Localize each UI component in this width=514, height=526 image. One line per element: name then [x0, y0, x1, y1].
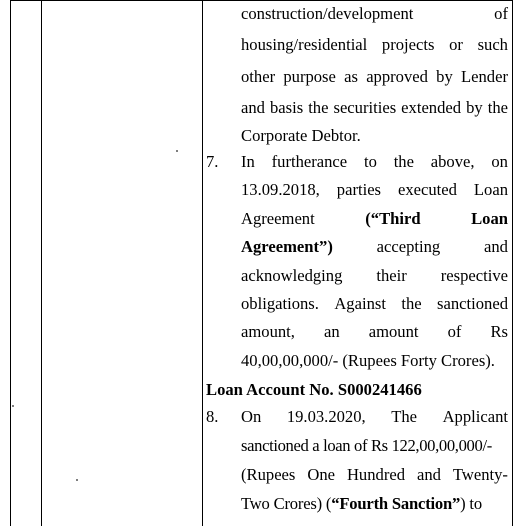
item8-line-3: (Rupees One Hundred and Twenty-: [241, 465, 508, 484]
item7-line-8: 40,00,00,000/- (Rupees Forty Crores).: [241, 351, 495, 370]
item8-line-2: sanctioned a loan of Rs 122,00,00,000/-: [241, 436, 492, 455]
item6-line-4: and basis the securities extended by the: [241, 98, 508, 117]
item7-number: 7.: [206, 152, 219, 171]
item8-line-4: Two Crores) (“Fourth Sanction”) to: [241, 494, 482, 513]
loan-account-heading: Loan Account No. S000241466: [206, 380, 422, 399]
item7-line-5: acknowledging their respective: [241, 266, 508, 285]
item7-line-2: 13.09.2018, parties executed Loan: [241, 180, 508, 199]
scan-speck: [76, 479, 78, 481]
item8-line-1: On 19.03.2020, The Applicant: [241, 407, 508, 426]
item6-line-2: housing/residential projects or such: [241, 35, 508, 54]
item6-line-5: Corporate Debtor.: [241, 126, 361, 145]
table-border-right: [512, 0, 513, 526]
item7-line-6: obligations. Against the sanctioned: [241, 294, 508, 313]
scan-speck: [176, 150, 178, 152]
table-column-divider-2: [202, 0, 203, 526]
item7-line-1: In furtherance to the above, on: [241, 152, 508, 171]
table-top-border: [10, 0, 512, 1]
item7-line-3: Agreement (“Third Loan: [241, 209, 508, 228]
item8-number: 8.: [206, 407, 219, 426]
table-column-divider-1: [41, 0, 42, 526]
item6-line-3: other purpose as approved by Lender: [241, 67, 508, 86]
item7-line-4: Agreement”) accepting and: [241, 237, 508, 256]
table-border-left: [10, 0, 11, 526]
scan-speck: [12, 405, 14, 407]
item6-line-1: construction/development of: [241, 4, 508, 23]
item7-line-7: amount, an amount of Rs: [241, 322, 508, 341]
